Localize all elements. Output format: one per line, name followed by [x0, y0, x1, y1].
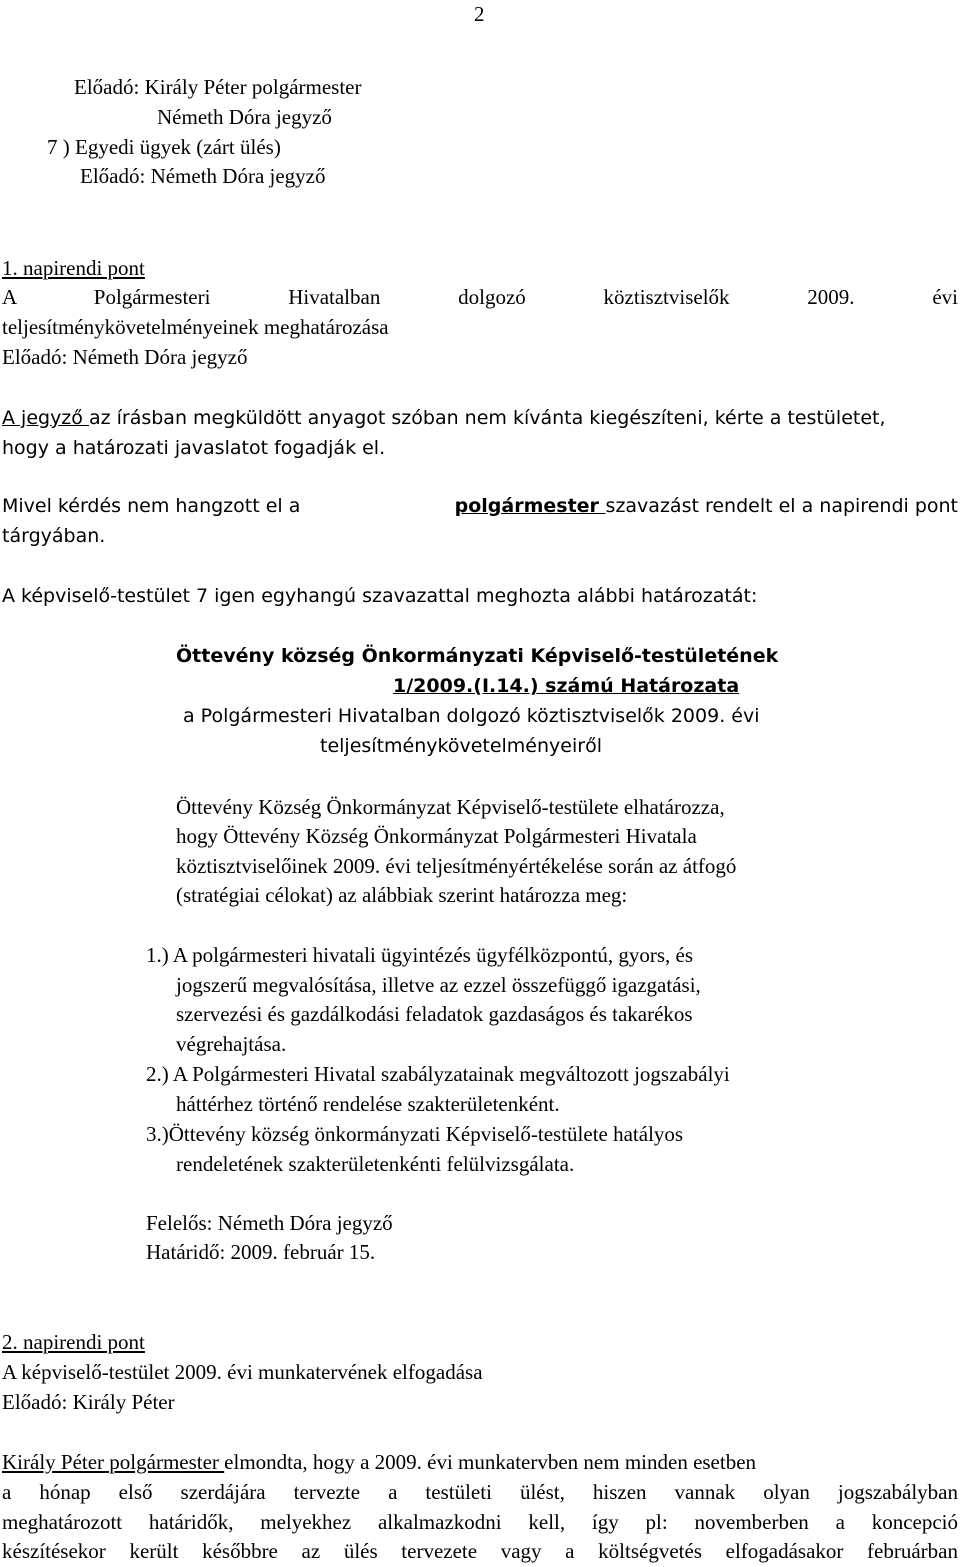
item1-paragraph2-cont: tárgyában.: [2, 525, 106, 547]
page-number: 2: [474, 2, 485, 26]
resolution-body: Öttevény Község Önkormányzat Képviselő-testülete elhatározza,: [176, 795, 725, 819]
item2-paragraph-cont: a hónap első szerdájára tervezte a testületi ülést, hiszen vannak olyan jogszabályban: [2, 1480, 958, 1504]
item2-speaker: Előadó: Király Péter: [2, 1390, 175, 1414]
goal-item-2: 2.) A Polgármesteri Hivatal szabályzatainak megváltozott jogszabályi: [146, 1062, 730, 1086]
agenda-line: Előadó: Király Péter polgármester: [74, 75, 362, 99]
item1-paragraph1-cont: hogy a határozati javaslatot fogadják el.: [2, 437, 386, 459]
agenda-line: 7 ) Egyedi ügyek (zárt ülés): [47, 135, 281, 159]
item1-speaker: Előadó: Németh Dóra jegyző: [2, 345, 248, 369]
goal-item-1: 1.) A polgármesteri hivatali ügyintézés ügyfélközpontú, gyors, és: [146, 943, 694, 967]
goal-item-1-cont: jogszerű megvalósítása, illetve az ezzel összefüggő igazgatási,: [176, 973, 701, 997]
resolution-subtitle: a Polgármesteri Hivatalban dolgozó köztisztviselők 2009. évi: [183, 705, 760, 727]
resolution-number: 1/2009.(I.14.) számú Határozata: [393, 675, 740, 697]
item1-paragraph2: Mivel kérdés nem hangzott el a polgármester szavazást rendelt el a napirendi pont: [2, 495, 958, 517]
underlined-role: A jegyző: [2, 407, 89, 429]
goal-item-3-cont: rendeletének szakterületenkénti felülvizsgálata.: [176, 1152, 575, 1176]
item2-title: A képviselő-testület 2009. évi munkatervének elfogadása: [2, 1360, 483, 1384]
item1-title: A Polgármesteri Hivatalban dolgozó köztisztviselők 2009. évi: [2, 285, 958, 309]
item2-paragraph: Király Péter polgármester elmondta, hogy a 2009. évi munkatervben nem minden esetben: [2, 1450, 757, 1474]
item1-heading: 1. napirendi pont: [2, 256, 145, 280]
item1-paragraph1: A jegyző az írásban megküldött anyagot szóban nem kívánta kiegészíteni, kérte a testületet,: [2, 407, 886, 429]
goal-item-1-cont: végrehajtása.: [176, 1032, 287, 1056]
item2-paragraph-cont: meghatározott határidők, melyekhez alkalmazkodni kell, így pl: novemberben a koncepció: [2, 1510, 958, 1534]
underlined-role: polgármester: [454, 495, 606, 517]
resolution-subtitle-cont: teljesítménykövetelményeiről: [320, 735, 602, 757]
item2-heading: 2. napirendi pont: [2, 1330, 145, 1354]
underlined-role: Király Péter polgármester: [2, 1450, 225, 1474]
resolution-body: hogy Öttevény Község Önkormányzat Polgármesteri Hivatala: [176, 824, 697, 848]
goal-item-2-cont: háttérhez történő rendelése szakterületenként.: [176, 1092, 560, 1116]
agenda-line: Németh Dóra jegyző: [157, 105, 332, 129]
resolution-heading: Öttevény község Önkormányzati Képviselő-testületének: [176, 645, 779, 667]
deadline: Határidő: 2009. február 15.: [146, 1240, 376, 1264]
item2-paragraph-cont: készítésekor került későbbre az ülés tervezete vagy a költségvetés elfogadásakor februárban: [2, 1539, 958, 1563]
resolution-body: (stratégiai célokat) az alábbiak szerint határozza meg:: [176, 883, 628, 907]
agenda-line: Előadó: Németh Dóra jegyző: [80, 164, 326, 188]
goal-item-1-cont: szervezési és gazdálkodási feladatok gazdaságos és takarékos: [176, 1002, 693, 1026]
item1-paragraph3: A képviselő-testület 7 igen egyhangú szavazattal meghozta alábbi határozatát:: [2, 585, 758, 607]
resolution-body: köztisztviselőinek 2009. évi teljesítményértékelése során az átfogó: [176, 854, 737, 878]
responsible: Felelős: Németh Dóra jegyző: [146, 1211, 393, 1235]
item1-title-cont: teljesítménykövetelményeinek meghatározása: [2, 315, 389, 339]
goal-item-3: 3.)Öttevény község önkormányzati Képviselő-testülete hatályos: [146, 1122, 684, 1146]
